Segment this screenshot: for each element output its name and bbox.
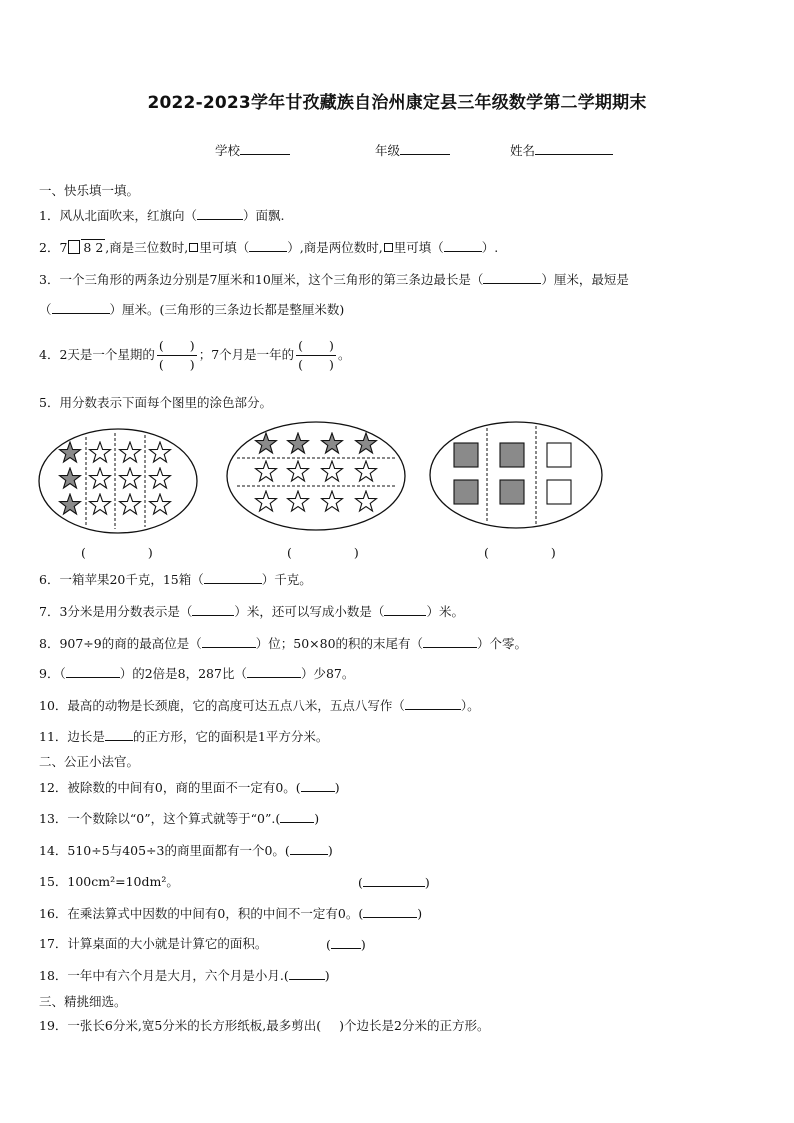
q13-text: 13．一个数除以“0”，这个算式就等于“0”.( bbox=[39, 811, 281, 826]
q15-blank[interactable] bbox=[363, 874, 425, 887]
q6-blank[interactable] bbox=[204, 571, 262, 584]
q1-blank[interactable] bbox=[197, 207, 243, 220]
q19-text-2: )个边长是2分米的正方形。 bbox=[339, 1018, 490, 1033]
question-16 bbox=[39, 905, 422, 922]
q3-blank-2[interactable] bbox=[52, 301, 110, 314]
q17-blank[interactable] bbox=[331, 936, 361, 949]
q7-blank-2[interactable] bbox=[384, 603, 426, 616]
q2-text: 2．7 bbox=[39, 240, 68, 255]
q2-box-icon-2 bbox=[384, 243, 393, 252]
q8-text: 8．907÷9的商的最高位是（ bbox=[39, 636, 202, 651]
question-3-line-2 bbox=[39, 301, 344, 318]
q6-text-2: ）千克。 bbox=[261, 572, 312, 587]
q2-text-5: 里可填（ bbox=[393, 240, 444, 255]
q2-dividend: 8 2 bbox=[83, 240, 104, 255]
q17-text: 17．计算桌面的大小就是计算它的面积。 bbox=[39, 936, 268, 951]
q2-text-3: 里可填（ bbox=[199, 240, 250, 255]
school-label: 学校 bbox=[215, 143, 241, 158]
question-2 bbox=[39, 239, 498, 256]
q8-blank-2[interactable] bbox=[423, 635, 477, 648]
q9-text: 9．（ bbox=[39, 666, 66, 681]
question-12 bbox=[39, 779, 340, 796]
section-2-heading: 二、公正小法官。 bbox=[39, 754, 140, 769]
school-field[interactable] bbox=[215, 141, 290, 159]
q9-blank-2[interactable] bbox=[247, 665, 301, 678]
question-8 bbox=[39, 635, 527, 652]
question-9 bbox=[39, 665, 354, 682]
question-17-answer bbox=[326, 936, 366, 953]
q18-blank[interactable] bbox=[289, 967, 325, 980]
name-field[interactable] bbox=[510, 141, 613, 159]
q11-text: 11．边长是 bbox=[39, 729, 105, 744]
q9-blank-1[interactable] bbox=[66, 665, 120, 678]
q15-text: 15．100cm²=10dm²。 bbox=[39, 874, 179, 889]
q10-blank[interactable] bbox=[405, 697, 461, 710]
q10-text-2: ）。 bbox=[460, 698, 480, 713]
q7-blank-1[interactable] bbox=[192, 603, 234, 616]
q12-blank[interactable] bbox=[301, 779, 335, 792]
q16-blank[interactable] bbox=[363, 905, 417, 918]
question-11 bbox=[39, 728, 328, 745]
q12-text: 12．被除数的中间有0，商的里面不一定有0。( bbox=[39, 780, 301, 795]
q4-text-2: ；7个月是一年的 bbox=[198, 347, 295, 362]
q15-paren-close: ) bbox=[424, 875, 430, 890]
q13-text-2: ) bbox=[314, 811, 320, 826]
q2-text-4: ）,商是两位数时, bbox=[287, 240, 383, 255]
q15-paren-open: ( bbox=[358, 875, 363, 890]
q14-text-2: ) bbox=[327, 843, 333, 858]
figure-1-stars-oval bbox=[37, 427, 199, 535]
question-5: 5．用分数表示下面每个图里的涂色部分。 bbox=[39, 395, 272, 410]
q4-text: 4．2天是一个星期的 bbox=[39, 347, 155, 362]
section-3-heading: 三、精挑细选。 bbox=[39, 994, 127, 1009]
q3-text: 3．一个三角形的两条边分别是7厘米和10厘米，这个三角形的第三条边最长是（ bbox=[39, 272, 484, 287]
q2-box-icon-1 bbox=[189, 243, 198, 252]
question-1 bbox=[39, 207, 284, 224]
grade-label: 年级 bbox=[375, 143, 401, 158]
question-4 bbox=[39, 335, 350, 375]
grade-blank[interactable] bbox=[400, 141, 450, 155]
q11-text-2: 的正方形，它的面积是1平方分米。 bbox=[132, 729, 329, 744]
q2-text-6: ）. bbox=[481, 240, 499, 255]
q16-text-2: ) bbox=[417, 906, 423, 921]
q2-digit-box[interactable] bbox=[68, 240, 80, 254]
q14-blank[interactable] bbox=[290, 842, 328, 855]
question-6 bbox=[39, 571, 312, 588]
question-19 bbox=[39, 1018, 489, 1034]
name-label: 姓名 bbox=[510, 143, 536, 158]
question-14 bbox=[39, 842, 333, 859]
q12-text-2: ) bbox=[334, 780, 340, 795]
q13-blank[interactable] bbox=[280, 810, 314, 823]
q2-text-2: ,商是三位数时, bbox=[105, 240, 189, 255]
q16-text: 16．在乘法算式中因数的中间有0，积的中间不一定有0。( bbox=[39, 906, 364, 921]
school-blank[interactable] bbox=[240, 141, 290, 155]
q6-text: 6．一箱苹果20千克，15箱（ bbox=[39, 572, 204, 587]
figure-2-stars-oval bbox=[225, 420, 408, 533]
q17-paren-open: ( bbox=[326, 937, 331, 952]
q7-text-3: ）米。 bbox=[426, 604, 464, 619]
figure-3-answer[interactable]: ( ) bbox=[484, 545, 556, 560]
q18-text-2: ) bbox=[324, 968, 330, 983]
q1-text-end: ）面飘. bbox=[242, 208, 285, 223]
question-18 bbox=[39, 967, 330, 984]
figure-2-answer[interactable]: ( ) bbox=[287, 545, 359, 560]
q8-text-3: ）个零。 bbox=[477, 636, 528, 651]
q7-text-2: ）米，还可以写成小数是（ bbox=[234, 604, 385, 619]
q1-text: 1．风从北面吹来，红旗向（ bbox=[39, 208, 197, 223]
grade-field[interactable] bbox=[375, 141, 450, 159]
question-17 bbox=[39, 936, 267, 952]
q9-text-2: ）的2倍是8，287比（ bbox=[119, 666, 247, 681]
q3-blank-1[interactable] bbox=[483, 271, 541, 284]
q17-paren-close: ) bbox=[360, 937, 366, 952]
q4-text-3: 。 bbox=[337, 347, 351, 362]
section-1-heading: 一、快乐填一填。 bbox=[39, 183, 140, 198]
q8-blank-1[interactable] bbox=[202, 635, 256, 648]
q2-blank-1[interactable] bbox=[249, 239, 287, 252]
q8-text-2: ）位；50×80的积的末尾有（ bbox=[255, 636, 424, 651]
q18-text: 18．一年中有六个月是大月，六个月是小月.( bbox=[39, 968, 289, 983]
q2-blank-2[interactable] bbox=[444, 239, 482, 252]
q11-blank[interactable] bbox=[105, 728, 133, 741]
question-7 bbox=[39, 603, 464, 620]
q14-text: 14．510÷5与405÷3的商里面都有一个0。( bbox=[39, 843, 290, 858]
question-15-answer bbox=[358, 874, 430, 891]
q7-text: 7．3分米是用分数表示是（ bbox=[39, 604, 193, 619]
q10-text: 10．最高的动物是长颈鹿，它的高度可达五点八米，五点八写作（ bbox=[39, 698, 405, 713]
q4-fraction-1[interactable]: $\frac{( )}{( )}$ bbox=[158, 338, 195, 372]
question-3-line-1 bbox=[39, 271, 629, 288]
figure-1-answer[interactable]: ( ) bbox=[81, 545, 153, 560]
q3-text-3: （ bbox=[39, 302, 52, 317]
q19-text: 19．一张长6分米,宽5分米的长方形纸板,最多剪出( bbox=[39, 1018, 322, 1033]
question-10 bbox=[39, 697, 480, 714]
question-15 bbox=[39, 874, 179, 890]
q9-text-3: ）少87。 bbox=[300, 666, 355, 681]
q3-text-4: ）厘米。(三角形的三条边长都是整厘米数) bbox=[109, 302, 345, 317]
name-blank[interactable] bbox=[535, 141, 613, 155]
q3-text-2: ）厘米，最短是 bbox=[541, 272, 629, 287]
figure-3-squares-oval bbox=[428, 420, 604, 531]
q4-fraction-2[interactable]: $\frac{( )}{( )}$ bbox=[298, 338, 334, 372]
page-title: 2022-2023学年甘孜藏族自治州康定县三年级数学第二学期期末 bbox=[147, 93, 647, 113]
question-13 bbox=[39, 810, 319, 827]
